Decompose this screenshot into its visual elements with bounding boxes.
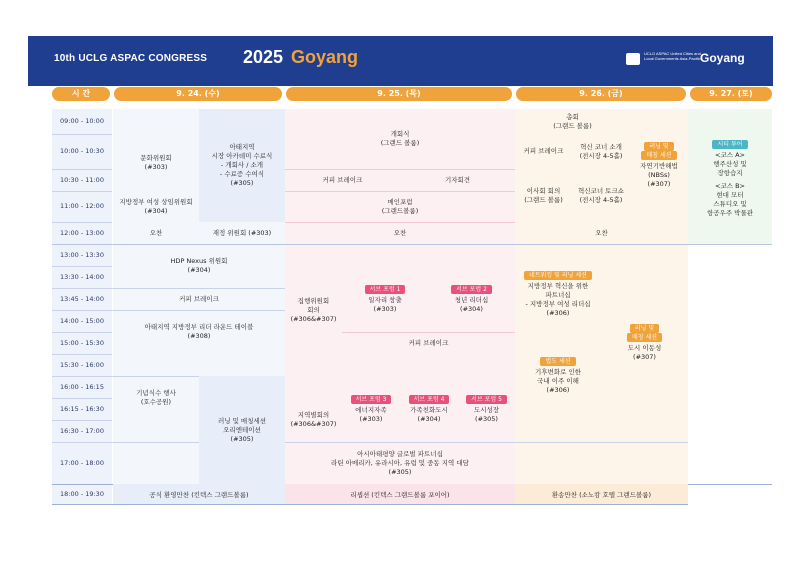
sub-forum-5: 서브 포럼 5 도시성장 (#305)	[458, 376, 515, 442]
banner-brand: Goyang	[291, 47, 359, 67]
side-session: 별도 세션 기후변화로 인한 국내 이주 이해 (#306)	[534, 358, 582, 394]
col-d27: 9. 27. (토)	[690, 87, 772, 101]
time-slot: 13:30 - 14:00	[60, 272, 104, 281]
d26-coffee: 커피 브레이크	[523, 147, 564, 155]
roundtable: 아태지역 지방정부 리더 라운드 테이블 (#308)	[144, 323, 254, 340]
d25-coffee-2: 커피 브레이크	[342, 332, 515, 354]
time-slot: 09:00 - 10:00	[60, 117, 104, 125]
time-slot: 13:00 - 13:30	[60, 250, 104, 259]
row-divider	[52, 504, 688, 505]
sub-forum-2: 서브 포럼 2 청년 리더십 (#304)	[428, 266, 515, 332]
time-slot: 10:00 - 10:30	[60, 147, 104, 155]
press-conference: 기자회견	[400, 169, 515, 191]
row-divider	[52, 420, 112, 421]
d25-lunch: 오찬	[285, 222, 515, 244]
mobility-session: 러닝 및 매칭 세션 도시 이동성 (#307)	[627, 325, 662, 361]
time-slot: 10:30 - 11:00	[60, 175, 104, 184]
d25-coffee: 커피 브레이크	[285, 169, 400, 191]
row-divider	[52, 354, 112, 355]
col-d26: 9. 26. (금)	[516, 87, 686, 101]
congress-banner	[28, 36, 773, 86]
goyang-logo: Goyang	[700, 51, 745, 65]
innovation-corner: 혁신 코너 소개 (전시장 4-5홀)	[579, 142, 623, 160]
d24-lunch: 오찬	[149, 228, 163, 237]
row-divider	[52, 134, 112, 135]
nbs-session: 러닝 및 매칭 세션 자연기반해법 (NBSs) (#307)	[640, 143, 678, 188]
row-divider	[52, 169, 112, 170]
city-tour: 시티 투어 <코스 A> 행주산성 및 장항습지 <코스 B> 현대 모터 스튜디오 및 항공우주 박물관	[706, 141, 754, 217]
congress-title: 10th UCLG ASPAC CONGRESS	[54, 53, 208, 64]
time-slot: 16:15 - 16:30	[60, 404, 104, 413]
reception: 리셉션 (킨텍스 그랜드볼룸 포이어)	[285, 484, 515, 504]
culture-committee: 문화위원회 (#303)	[140, 153, 172, 171]
time-slot: 17:00 - 18:00	[60, 458, 104, 467]
welcome-dinner: 공식 환영만찬 (킨텍스 그랜드볼룸)	[113, 484, 285, 504]
networking-session: 네트워킹 및 러닝 세션 지방정부 혁신을 위한 파트너십 - 지방정부 여성 리더십 (#306)	[525, 271, 591, 317]
row-divider	[52, 191, 112, 192]
row-divider	[52, 332, 112, 333]
d24-coffee: 커피 브레이크	[179, 294, 219, 303]
row-divider	[52, 222, 112, 223]
hdp-committee: HDP Nexus 위원회 (#304)	[170, 257, 228, 274]
col-d24: 9. 24. (수)	[114, 87, 282, 101]
farewell-dinner: 환송만찬 (소노캄 호텔 그랜드볼룸)	[515, 484, 688, 504]
time-slot: 15:00 - 15:30	[60, 338, 104, 347]
board-meeting: 이사회 회의 (그랜드 볼룸)	[524, 186, 563, 204]
women-committee: 지방정부 여성 상임위원회 (#304)	[119, 197, 193, 215]
time-slot: 16:30 - 17:00	[60, 426, 104, 435]
row-divider	[52, 398, 112, 399]
tree-planting: 기념식수 행사 (호수공원)	[136, 389, 176, 406]
time-slot: 12:00 - 13:00	[60, 228, 104, 237]
orientation: 러닝 및 매칭세션 오리엔테이션 (#305)	[199, 376, 285, 484]
row-divider	[52, 266, 112, 267]
opening-ceremony: 개회식 (그랜드 볼룸)	[380, 130, 420, 147]
time-slot: 13:45 - 14:00	[60, 294, 104, 303]
executive-committee: 집행위원회 회의 (#306&#307)	[290, 296, 337, 323]
time-slot: 18:00 - 19:30	[60, 489, 104, 498]
d26-lunch: 오찬	[595, 228, 608, 237]
sub-forum-4: 서브 포럼 4 가족친화도시 (#304)	[410, 395, 448, 423]
col-d25: 9. 25. (목)	[286, 87, 512, 101]
time-slot: 11:00 - 12:00	[60, 202, 104, 210]
partner-text: UCLG ASPAC United Cities and Local Governments Asia-Pacific	[644, 51, 701, 61]
global-partnership: 아시아태평양 글로벌 파트너십 라틴 아메리카, 유라시아, 유럽 및 중동 지역 대담 (#305)	[331, 449, 469, 476]
time-slot: 16:00 - 16:15	[60, 382, 104, 391]
time-slot: 14:00 - 15:00	[60, 316, 104, 325]
sub-forum-1: 서브 포럼 1 일자리 창출 (#303)	[342, 266, 428, 332]
general-assembly: 총회 (그랜드 볼룸)	[553, 112, 592, 130]
main-forum: 메인포럼 (그랜드볼룸)	[285, 191, 515, 222]
col-time: 시 간	[52, 87, 110, 101]
finance-committee: 재정 위원회 (#303)	[212, 228, 272, 237]
banner-year: 2025	[243, 47, 284, 67]
time-slot: 15:30 - 16:00	[60, 360, 104, 369]
innovation-talk: 혁신코너 토크쇼 (전시장 4-5홀)	[577, 186, 625, 204]
mayor-academy: 아태지역 시장 아카데미 수료식 - 개회사 / 소개 - 수료증 수여식 (#305)	[199, 109, 285, 222]
regional-meeting: 지역별회의 (#306&#307)	[290, 411, 337, 428]
uclg-logo-icon	[626, 53, 640, 65]
sub-forum-3: 서브 포럼 3 에너지자족 (#303)	[342, 376, 400, 442]
